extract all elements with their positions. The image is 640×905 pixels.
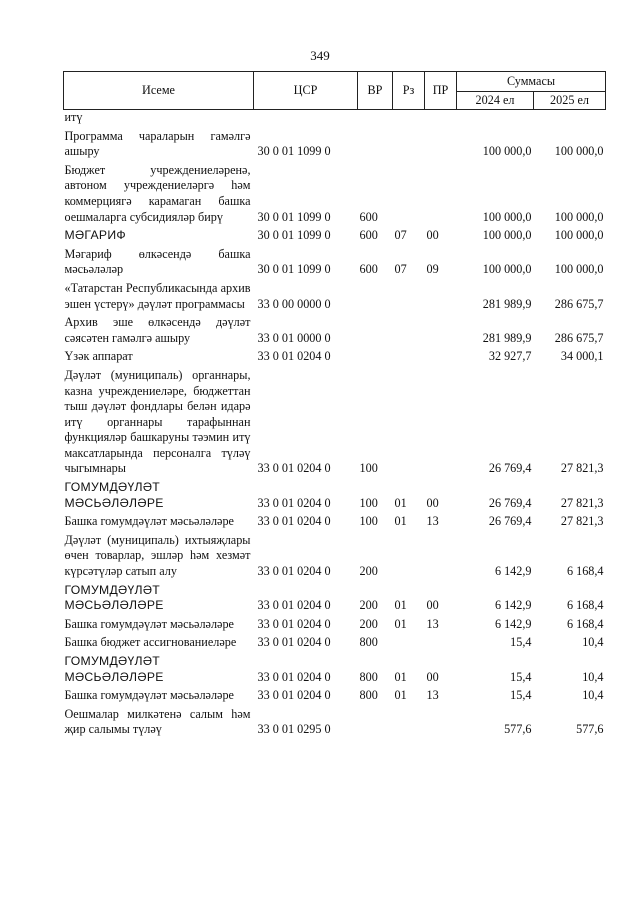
page-number: 349 — [310, 48, 330, 63]
row-amount-2024: 281 989,9 — [482, 296, 532, 311]
header-pr: ПР — [425, 72, 457, 110]
row-csr-code: 33 0 01 0295 0 — [257, 722, 331, 737]
row-amount-2025: 27 821,3 — [560, 514, 604, 529]
row-csr-code: 33 0 01 0204 0 — [257, 495, 331, 510]
row-amount-2025: 286 675,7 — [554, 296, 604, 311]
row-csr-code: 33 0 01 0000 0 — [257, 330, 331, 345]
row-csr-code: 33 0 01 0204 0 — [257, 635, 331, 650]
row-vr-code: 800 — [359, 688, 378, 703]
row-amount-2025: 577,6 — [576, 722, 604, 737]
row-pr-code: 00 — [426, 495, 439, 510]
row-name: Мәгариф өлкәсендә башка мәсьәләләр — [64, 246, 251, 277]
row-vr-code — [358, 127, 393, 161]
row-amount-2024: 32 927,7 — [488, 349, 532, 364]
row-rz-code — [393, 161, 425, 226]
row-rz-code: 01 — [394, 688, 407, 703]
row-csr-code: 33 0 01 0204 0 — [257, 598, 331, 613]
table-row — [64, 366, 606, 478]
row-amount-2025 — [534, 110, 606, 127]
table-row — [64, 615, 606, 634]
row-rz-code — [393, 705, 425, 739]
row-rz-code — [393, 110, 425, 127]
row-name: Башка гомумдәүләт мәсьәләләре — [64, 514, 234, 529]
table-body — [64, 110, 606, 739]
row-name: Үзәк аппарат — [64, 349, 133, 364]
row-name: ГОМУМДӘҮЛӘТ МӘСЬӘЛӘЛӘРЕ — [64, 582, 164, 613]
row-amount-2024: 26 769,4 — [488, 495, 532, 510]
row-vr-code: 100 — [359, 495, 378, 510]
header-rz: Рз — [393, 72, 425, 110]
row-rz-code: 01 — [394, 598, 407, 613]
table-row — [64, 347, 606, 366]
row-vr-code: 200 — [359, 616, 378, 631]
row-pr-code: 13 — [426, 616, 439, 631]
row-amount-2025: 6 168,4 — [566, 598, 604, 613]
row-vr-code: 200 — [359, 598, 378, 613]
row-vr-code — [358, 705, 393, 739]
row-amount-2024: 577,6 — [504, 722, 532, 737]
row-amount-2024: 281 989,9 — [482, 330, 532, 345]
row-pr-code: 13 — [426, 514, 439, 529]
table-row — [64, 110, 606, 127]
row-csr-code: 33 0 00 0000 0 — [257, 296, 331, 311]
row-amount-2024: 26 769,4 — [488, 514, 532, 529]
table-header — [64, 72, 606, 110]
row-name: Архив эше өлкәсендә дәүләт сәясәтен гамәлгә ашыру — [64, 315, 251, 345]
table-row — [64, 652, 606, 686]
row-amount-2024: 26 769,4 — [488, 461, 532, 476]
row-rz-code — [393, 313, 425, 347]
row-rz-code: 01 — [394, 616, 407, 631]
row-vr-code: 600 — [359, 228, 378, 243]
row-amount-2025: 100 000,0 — [554, 209, 604, 224]
row-csr-code: 30 0 01 1099 0 — [257, 144, 331, 159]
row-name: Дәүләт (муниципаль) органнары, казна учреждениеләре, бюджеттан тыш дәүләт фондлары белән идарә итү органнары тарафыннан функцияләр башкаруны тәэмин итү максатларында персоналга түләү чыгымнары — [64, 367, 251, 476]
row-pr-code — [425, 279, 457, 313]
table-row — [64, 512, 606, 531]
table-row — [64, 161, 606, 226]
row-amount-2025: 10,4 — [582, 688, 604, 703]
table-row — [64, 478, 606, 512]
row-name: Оешмалар милкәтенә салым һәм җир салымы түләү — [64, 706, 251, 737]
row-amount-2025: 6 168,4 — [566, 564, 604, 579]
row-name: Дәүләт (муниципаль) ихтыяҗлары өчен товарлар, эшләр һәм хезмәт күрсәтүләр сатып алу — [64, 532, 251, 579]
header-year-2024: 2024 ел — [457, 92, 534, 110]
row-csr-code: 33 0 01 0204 0 — [257, 564, 331, 579]
row-amount-2024: 100 000,0 — [482, 144, 532, 159]
row-name: итү — [64, 110, 83, 124]
row-amount-2024 — [457, 110, 534, 127]
row-vr-code: 800 — [359, 669, 378, 684]
table-row — [64, 313, 606, 347]
row-pr-code — [425, 110, 457, 127]
row-vr-code: 800 — [359, 635, 378, 650]
row-pr-code: 00 — [426, 228, 439, 243]
row-amount-2025: 27 821,3 — [560, 495, 604, 510]
row-pr-code — [425, 633, 457, 652]
row-rz-code: 07 — [394, 262, 407, 277]
row-name: Башка гомумдәүләт мәсьәләләре — [64, 616, 234, 631]
table-row — [64, 245, 606, 279]
header-name: Исеме — [64, 72, 254, 110]
row-pr-code — [425, 313, 457, 347]
row-rz-code — [393, 127, 425, 161]
table-row — [64, 581, 606, 615]
table-row — [64, 226, 606, 245]
row-amount-2024: 15,4 — [510, 669, 532, 684]
row-name: Бюджет учреждениеләренә, автоном учреждениеләргә һәм коммерциягә карамаган башка оешмаларга субсидияләр бирү — [64, 162, 251, 224]
header-sums: Суммасы — [457, 72, 606, 92]
table-row — [64, 633, 606, 652]
table-row — [64, 531, 606, 581]
row-amount-2024: 6 142,9 — [494, 564, 532, 579]
row-amount-2024: 6 142,9 — [494, 598, 532, 613]
table-row — [64, 686, 606, 705]
row-pr-code — [425, 347, 457, 366]
row-amount-2025: 100 000,0 — [554, 144, 604, 159]
table-row — [64, 279, 606, 313]
row-amount-2025: 34 000,1 — [560, 349, 604, 364]
row-name: ГОМУМДӘҮЛӘТ МӘСЬӘЛӘЛӘРЕ — [64, 480, 164, 510]
header-vr: ВР — [358, 72, 393, 110]
row-amount-2024: 15,4 — [510, 635, 532, 650]
row-amount-2024: 15,4 — [510, 688, 532, 703]
row-csr-code: 33 0 01 0204 0 — [257, 461, 331, 476]
row-rz-code — [393, 531, 425, 581]
row-csr-code: 33 0 01 0204 0 — [257, 349, 331, 364]
row-amount-2025: 27 821,3 — [560, 461, 604, 476]
row-amount-2025: 6 168,4 — [566, 616, 604, 631]
row-csr-code: 33 0 01 0204 0 — [257, 688, 331, 703]
row-name: Башка бюджет ассигнованиеләре — [64, 635, 237, 650]
row-csr-code: 33 0 01 0204 0 — [257, 514, 331, 529]
budget-table — [63, 71, 606, 739]
row-name: МӘГАРИФ — [64, 228, 126, 243]
row-rz-code: 01 — [394, 495, 407, 510]
row-amount-2025: 10,4 — [582, 635, 604, 650]
row-rz-code — [393, 366, 425, 478]
row-pr-code: 13 — [426, 688, 439, 703]
row-rz-code — [393, 633, 425, 652]
row-amount-2025: 100 000,0 — [554, 228, 604, 243]
row-amount-2025: 10,4 — [582, 669, 604, 684]
header-year-2025: 2025 ел — [534, 92, 606, 110]
row-pr-code — [425, 366, 457, 478]
row-csr-code: 33 0 01 0204 0 — [257, 669, 331, 684]
row-amount-2024: 100 000,0 — [482, 262, 532, 277]
row-vr-code: 100 — [359, 461, 378, 476]
row-rz-code: 01 — [394, 514, 407, 529]
row-vr-code — [358, 347, 393, 366]
row-csr-code — [254, 110, 358, 127]
row-vr-code — [358, 110, 393, 127]
row-amount-2025: 100 000,0 — [554, 262, 604, 277]
table-row — [64, 127, 606, 161]
row-csr-code: 30 0 01 1099 0 — [257, 228, 331, 243]
row-vr-code: 200 — [359, 564, 378, 579]
row-csr-code: 33 0 01 0204 0 — [257, 616, 331, 631]
row-csr-code: 30 0 01 1099 0 — [257, 262, 331, 277]
row-pr-code: 09 — [426, 262, 439, 277]
row-rz-code: 01 — [394, 669, 407, 684]
row-pr-code — [425, 531, 457, 581]
row-vr-code: 600 — [359, 262, 378, 277]
row-pr-code: 00 — [426, 669, 439, 684]
row-name: Башка гомумдәүләт мәсьәләләре — [64, 688, 234, 703]
row-amount-2024: 100 000,0 — [482, 228, 532, 243]
row-pr-code — [425, 161, 457, 226]
row-rz-code: 07 — [394, 228, 407, 243]
row-rz-code — [393, 279, 425, 313]
row-vr-code: 100 — [359, 514, 378, 529]
row-csr-code: 30 0 01 1099 0 — [257, 209, 331, 224]
row-pr-code: 00 — [426, 598, 439, 613]
row-name: Программа чараларын гамәлгә ашыру — [64, 128, 251, 159]
row-amount-2024: 100 000,0 — [482, 209, 532, 224]
row-rz-code — [393, 347, 425, 366]
row-pr-code — [425, 705, 457, 739]
row-pr-code — [425, 127, 457, 161]
row-name: «Татарстан Республикасында архив эшен үстерү» дәүләт программасы — [64, 280, 251, 311]
row-vr-code — [358, 313, 393, 347]
row-amount-2025: 286 675,7 — [554, 330, 604, 345]
header-csr: ЦСР — [254, 72, 358, 110]
row-name: ГОМУМДӘҮЛӘТ МӘСЬӘЛӘЛӘРЕ — [64, 654, 164, 684]
row-vr-code: 600 — [359, 209, 378, 224]
table-row — [64, 705, 606, 739]
row-vr-code — [358, 279, 393, 313]
row-amount-2024: 6 142,9 — [494, 616, 532, 631]
